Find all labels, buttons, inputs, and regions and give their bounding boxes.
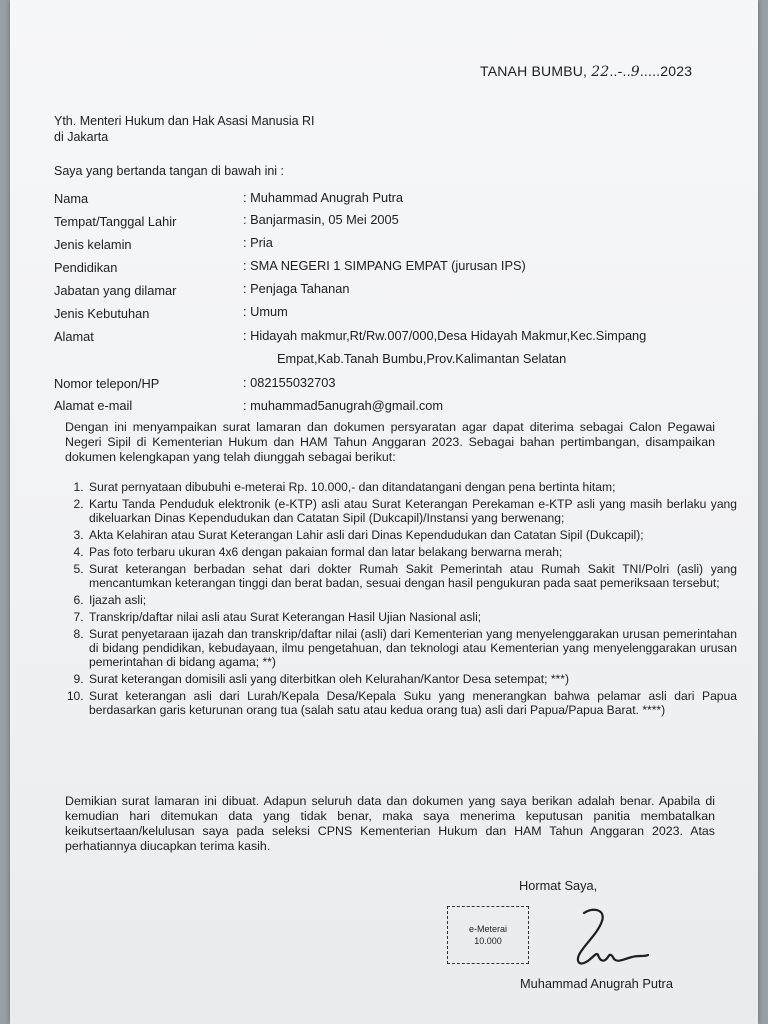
list-item: 3. Akta Kelahiran atau Surat Keterangan Lahir asli dari Dinas Kependudukan dan Catatan Sipil (Dukcapil); bbox=[87, 528, 737, 542]
document-list bbox=[67, 480, 737, 720]
letter-date bbox=[480, 63, 692, 80]
date-day: 22 bbox=[591, 64, 610, 80]
field-label-ttl: Tempat/Tanggal Lahir bbox=[54, 214, 177, 229]
list-item: 6. Ijazah asli; bbox=[87, 593, 737, 607]
meterai-label: e-Meterai bbox=[468, 924, 507, 934]
field-value-email: : muhammad5anugrah@gmail.com bbox=[243, 398, 444, 413]
field-value-nama: : Muhammad Anugrah Putra bbox=[243, 190, 404, 205]
recipient-line-2: di Jakarta bbox=[54, 130, 109, 144]
field-value-pendidikan: : SMA NEGERI 1 SIMPANG EMPAT (jurusan IPS) bbox=[243, 258, 526, 273]
list-item: 10. Surat keterangan asli dari Lurah/Kepala Desa/Kepala Suku yang menerangkan bahwa pelamar asli dari Papua berdasarkan garis keturunan orang tua (salah satu atau kedua orang tua) asli dari Papua/Papua Barat. ****) bbox=[87, 689, 737, 717]
signer-name: Muhammad Anugrah Putra bbox=[520, 976, 673, 991]
recipient-block bbox=[54, 113, 315, 145]
list-item: 9. Surat keterangan domisili asli yang diterbitkan oleh Kelurahan/Kantor Desa setempat; ***) bbox=[87, 672, 737, 686]
date-dots-2: ..... bbox=[639, 63, 661, 79]
meterai-value: 10.000 bbox=[474, 936, 502, 946]
field-value-alamat: : Hidayah makmur,Rt/Rw.007/000,Desa Hidayah Makmur,Kec.Simpang bbox=[243, 328, 647, 343]
field-label-telepon: Nomor telepon/HP bbox=[54, 376, 160, 391]
field-label-nama: Nama bbox=[54, 191, 89, 206]
recipient-line-1: Yth. Menteri Hukum dan Hak Asasi Manusia RI bbox=[54, 114, 315, 128]
list-item: 4. Pas foto terbaru ukuran 4x6 dengan pakaian formal dan latar belakang berwarna merah; bbox=[87, 545, 737, 559]
date-place: TANAH BUMBU, bbox=[480, 63, 588, 79]
field-label-jenis-kelamin: Jenis kelamin bbox=[54, 237, 132, 252]
body-paragraph: Dengan ini menyampaikan surat lamaran dan dokumen persyaratan agar dapat diterima sebagai Calon Pegawai Negeri Sipil di Kementerian Hukum dan HAM Tahun Anggaran 2023. Sebagai bahan pertimbangan, disampaikan dokumen kelengkapan yang telah diunggah sebagai berikut: bbox=[65, 420, 715, 464]
list-item: 7. Transkrip/daftar nilai asli atau Surat Keterangan Hasil Ujian Nasional asli; bbox=[87, 610, 737, 624]
date-dots-1: ..-.. bbox=[609, 63, 631, 79]
date-year: 2023 bbox=[660, 63, 693, 79]
field-value-kebutuhan: : Umum bbox=[243, 304, 288, 319]
field-value-telepon: : 082155032703 bbox=[243, 375, 336, 390]
field-label-jabatan: Jabatan yang dilamar bbox=[54, 283, 177, 298]
field-label-pendidikan: Pendidikan bbox=[54, 260, 118, 275]
list-item: 2. Kartu Tanda Penduduk elektronik (e-KTP) asli atau Surat Keterangan Perekaman e-KTP asli yang masih berlaku yang dikeluarkan Dinas Kependudukan dan Catatan Sipil (Dukcapil)/Instansi yang berwenang; bbox=[87, 497, 737, 525]
field-value-jenis-kelamin: : Pria bbox=[243, 235, 273, 250]
list-item: 1. Surat pernyataan dibubuhi e-meterai Rp. 10.000,- dan ditandatangani dengan pena bertinta hitam; bbox=[87, 480, 737, 494]
field-label-alamat: Alamat bbox=[54, 329, 94, 344]
field-label-kebutuhan: Jenis Kebutuhan bbox=[54, 306, 150, 321]
closing-paragraph: Demikian surat lamaran ini dibuat. Adapun seluruh data dan dokumen yang saya berikan adalah benar. Apabila di kemudian hari ditemukan data yang tidak benar, maka saya menerima keputusan panitia membatalkan keikutsertaan/kelulusan saya pada seleksi CPNS Kementerian Hukum dan HAM Tahun Anggaran 2023. Atas perhatiannya diucapkan terima kasih. bbox=[65, 794, 715, 853]
field-value-ttl: : Banjarmasin, 05 Mei 2005 bbox=[243, 212, 399, 227]
field-value-alamat-line-2: Empat,Kab.Tanah Bumbu,Prov.Kalimantan Selatan bbox=[277, 351, 567, 366]
date-month: 9 bbox=[630, 64, 640, 80]
list-item: 8. Surat penyetaraan ijazah dan transkrip/daftar nilai (asli) dari Kementerian yang menyelenggarakan urusan pemerintahan di bidang pendidikan, kebudayaan, ilmu pengetahuan, dan teknologi atau Kementerian yang menyelenggarakan urusan pemerintahan di bidang agama; **) bbox=[87, 627, 737, 670]
field-label-email: Alamat e-mail bbox=[54, 398, 133, 413]
list-item: 5. Surat keterangan berbadan sehat dari dokter Rumah Sakit Pemerintah atau Rumah Sakit TNI/Polri (asli) yang mencantumkan keterangan tinggi dan berat badan, sesuai dengan hasil pengukuran pada saat pemeriksaan tersebut; bbox=[87, 562, 737, 590]
closing-greeting: Hormat Saya, bbox=[519, 878, 598, 893]
field-value-jabatan: : Penjaga Tahanan bbox=[243, 281, 350, 296]
intro-line: Saya yang bertanda tangan di bawah ini : bbox=[54, 164, 285, 178]
letter-sheet bbox=[10, 0, 758, 1024]
e-meterai-stamp bbox=[447, 906, 529, 964]
handwritten-signature bbox=[562, 905, 652, 973]
